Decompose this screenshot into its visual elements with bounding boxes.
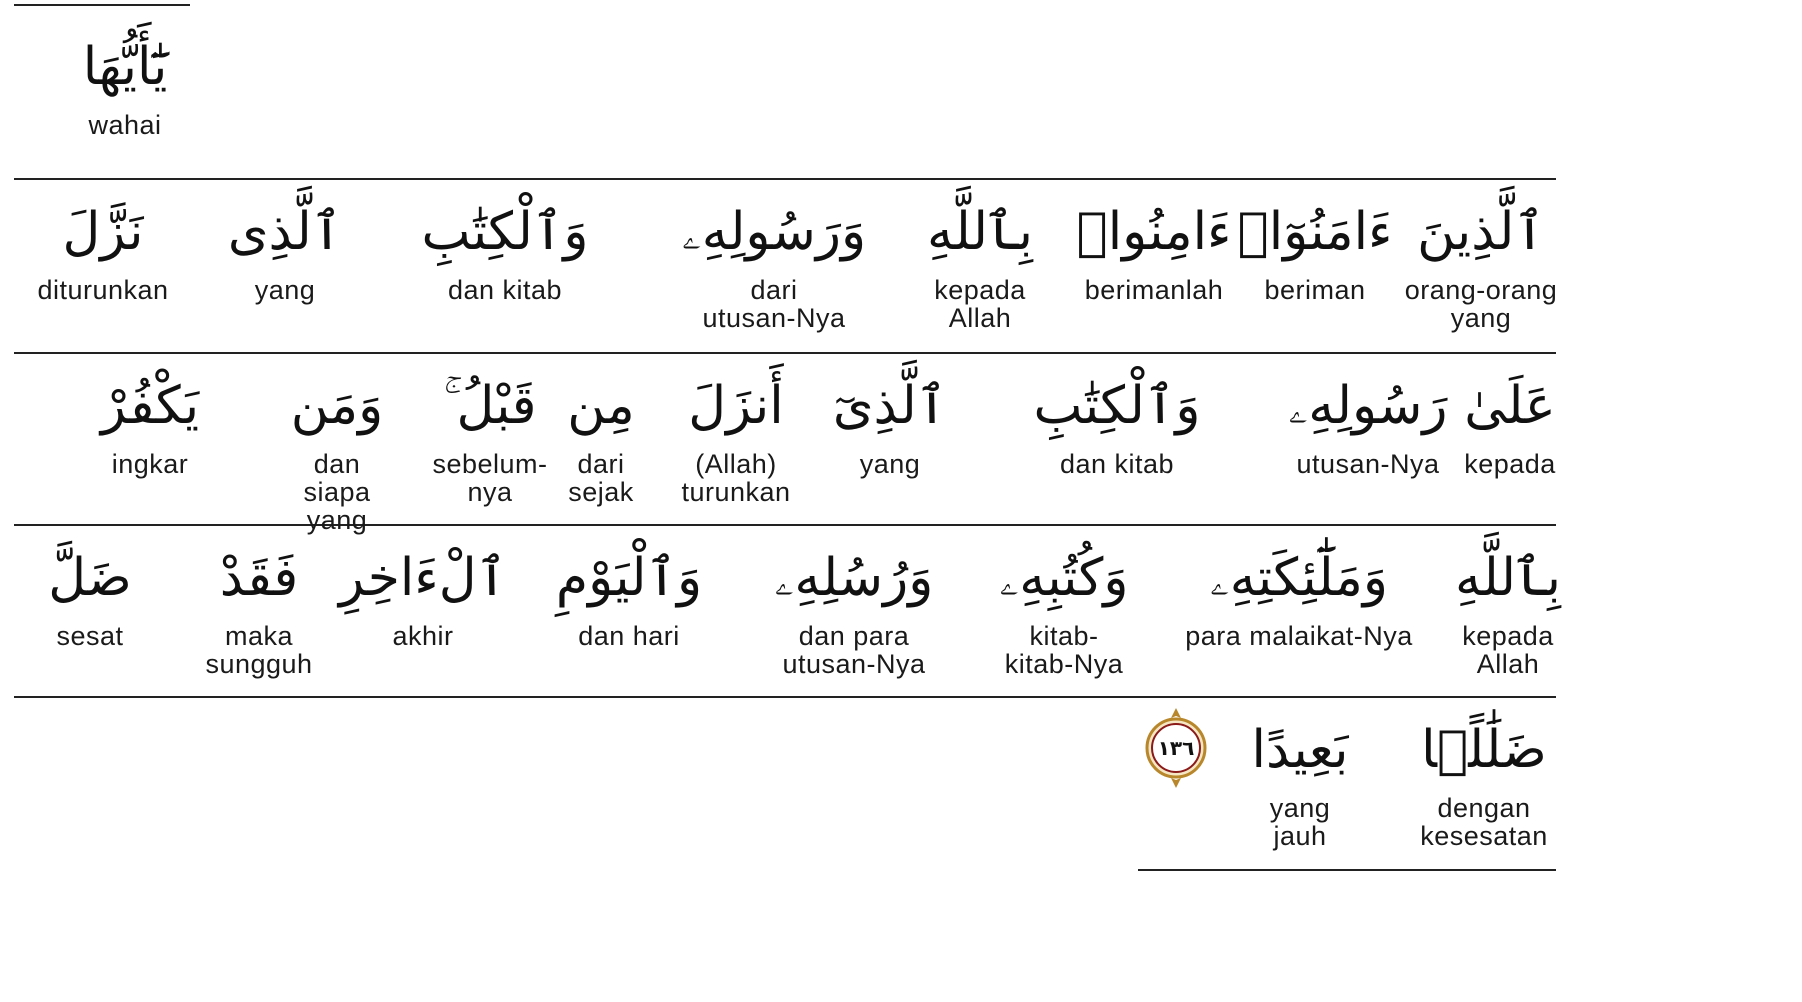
arabic-text: يَكْفُرْ [100,376,200,436]
arabic-text: ءَامَنُوٓا۟ [1237,202,1393,262]
translation-text: maka sungguh [205,621,313,679]
translation-text: (Allah) turunkan [681,449,791,507]
word-qablu [422,354,558,506]
word-walyawmi [555,526,703,651]
word-warusulihi [770,526,938,678]
translation-text: sesat [56,621,124,651]
translation-text: yang [254,275,316,305]
translation-text: kepada [1464,449,1556,479]
arabic-text: وَٱلْكِتَٰبِ [421,202,589,262]
translation-text: dan para utusan-Nya [782,621,926,679]
arabic-text: عَلَىٰ [1464,376,1556,436]
translation-text: kepada Allah [934,275,1026,333]
arabic-text: ٱلَّذِىٓ [832,376,948,436]
translation-text: sebelum- nya [432,449,548,507]
translation-text: yang [859,449,921,479]
word-alladhina [1398,180,1564,332]
translation-text: dari sejak [568,449,634,507]
word-billahi [918,180,1042,332]
word-nazzala [28,180,178,304]
arabic-text: ٱلْءَاخِرِ [339,548,507,608]
word-wamalaikatihi [1170,526,1428,650]
translation-text: dan hari [578,621,680,651]
arabic-text: أَنزَلَ [688,376,784,436]
word-alladhi [220,180,350,304]
ayah-number-medallion [1144,706,1208,790]
word-yakfur [70,354,230,478]
word-min [556,354,646,506]
arabic-text: وَكُتُبِهِۦ [999,548,1129,608]
translation-text: kepada Allah [1462,621,1554,679]
translation-text: berimanlah [1084,275,1224,305]
arabic-text: وَمَن [290,376,384,436]
translation-text: yang jauh [1269,793,1331,851]
word-yaayyuha [50,15,200,139]
word-anzala [672,354,800,506]
translation-text: dan kitab [1059,449,1175,479]
word-rasulihi [1286,354,1450,478]
arabic-text: ءَامِنُوا۟ [1076,202,1232,262]
arabic-text: نَزَّلَ [62,202,144,262]
arabic-text: وَٱلْيَوْمِ [555,548,703,608]
word-walkitabi-2 [1010,354,1224,478]
word-faqad [196,526,322,678]
word-aminu [1072,180,1236,304]
arabic-text: بَعِيدًا [1251,720,1349,780]
arabic-text: ٱلَّذِى [227,202,343,262]
ayah-number: ١٣٦ [1157,736,1195,760]
arabic-text: ضَلَّ [48,548,132,608]
word-wakutubihi [996,526,1132,678]
word-alladhi-2 [830,354,950,478]
arabic-text: وَمَلَٰٓئِكَتِهِۦ [1210,548,1388,608]
word-baidan [1240,698,1360,850]
word-ala [1458,354,1562,478]
arabic-text: يَٰٓأَيُّهَا [82,37,168,97]
arabic-text: رَسُولِهِۦ [1288,376,1448,436]
translation-text: diturunkan [37,275,169,305]
arabic-text: ضَلَٰلًۢا [1421,720,1547,780]
translation-text: dan kitab [447,275,563,305]
word-waman [286,354,388,534]
translation-text: akhir [392,621,454,651]
word-walkitabi [400,180,610,304]
divider-bottom [1138,869,1556,871]
translation-text: kitab- kitab-Nya [1004,621,1124,679]
divider-top [14,4,190,6]
arabic-text: فَقَدْ [219,548,299,608]
translation-text: utusan-Nya [1296,449,1440,479]
arabic-text: بِٱللَّهِ [927,202,1033,262]
translation-text: wahai [88,110,162,140]
word-dalla [44,526,136,650]
arabic-text: ٱلَّذِينَ [1417,202,1545,262]
arabic-text: وَرُسُلِهِۦ [774,548,934,608]
translation-text: dengan kesesatan [1420,793,1548,851]
word-alakhiri [339,526,507,651]
translation-text: orang-orang yang [1404,275,1558,333]
arabic-text: بِٱللَّهِ [1455,548,1561,608]
arabic-text: وَٱلْكِتَٰبِ [1033,376,1201,436]
translation-text: dari utusan-Nya [702,275,846,333]
translation-text: para malaikat-Nya [1185,621,1413,651]
translation-text: ingkar [111,449,189,479]
arabic-text: وَرَسُولِهِۦ [681,202,867,262]
arabic-text: قَبْلُ ۚ [443,376,537,436]
word-warasulihi [681,180,867,333]
arabic-text: مِن [567,376,635,436]
word-billahi-2 [1452,526,1564,678]
word-dalalan [1404,698,1564,850]
word-amanu [1237,180,1393,305]
translation-text: beriman [1264,275,1366,305]
translation-text: dan siapa yang [303,449,371,535]
